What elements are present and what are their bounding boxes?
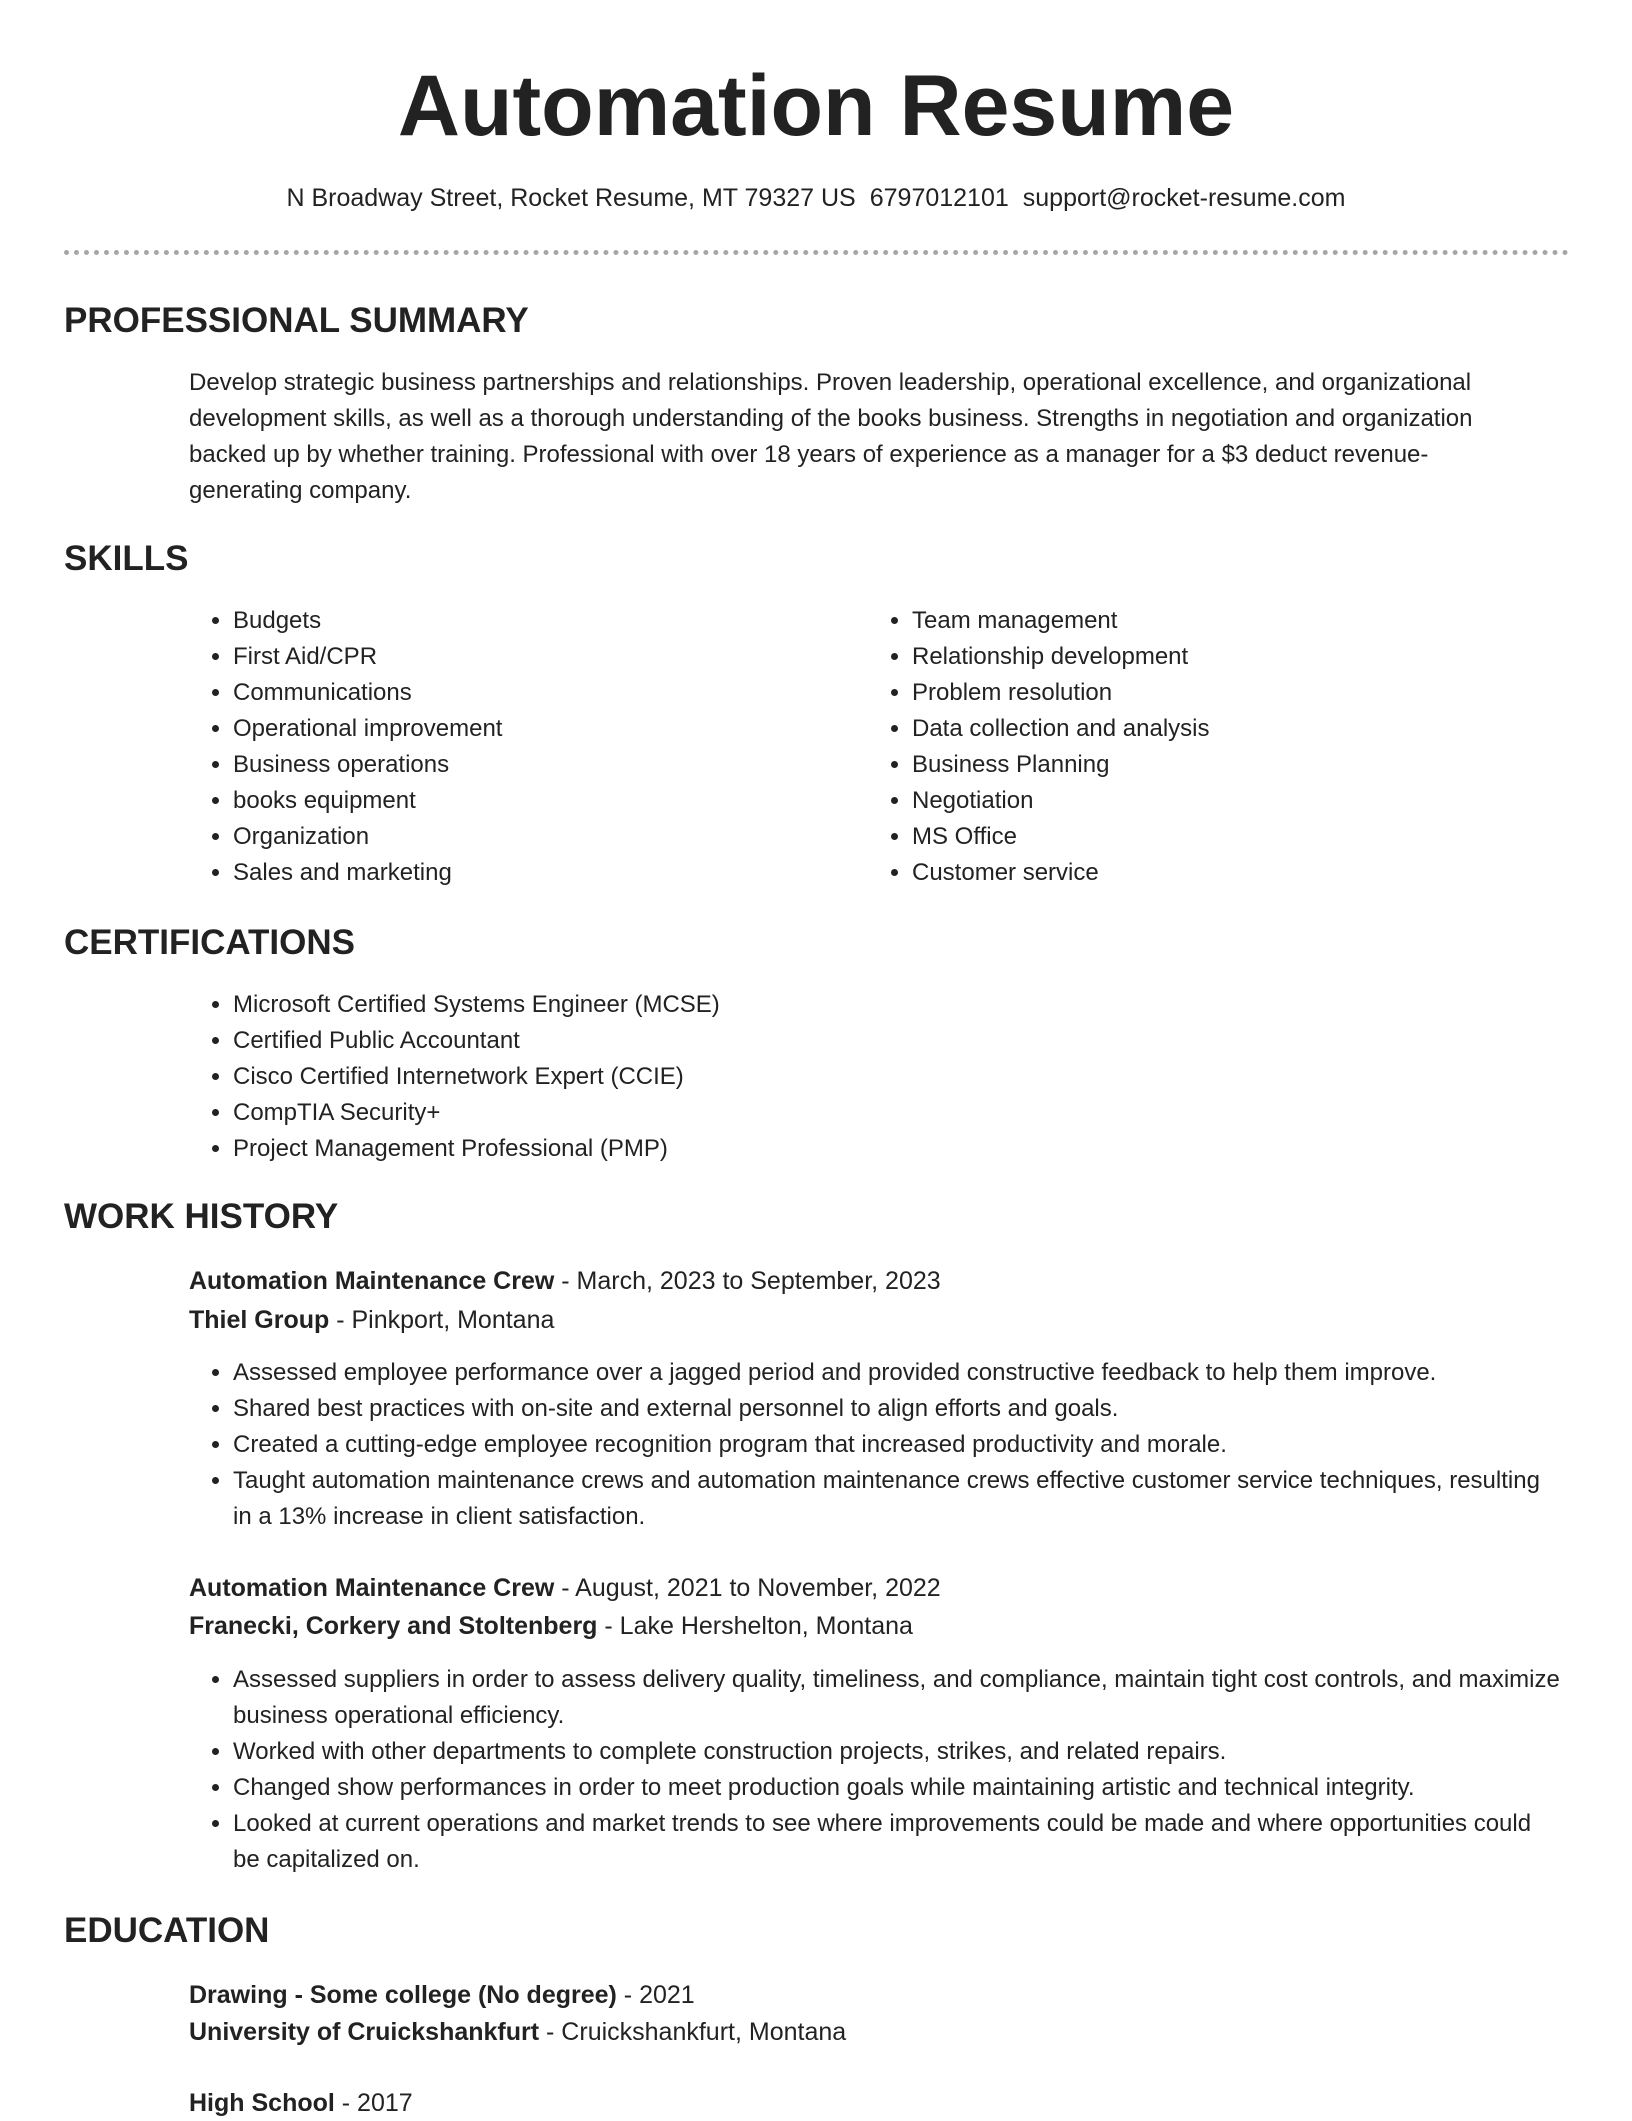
skill-item: • Budgets xyxy=(233,603,833,639)
education-year: - 2021 xyxy=(616,1981,695,2009)
job-bullet: • Worked with other departments to complete construction projects, strikes, and related repairs. xyxy=(233,1734,1563,1770)
job-role: Automation Maintenance Crew xyxy=(189,1574,555,1602)
resume-name: Automation Resume xyxy=(397,58,1235,154)
job-2-bullets xyxy=(189,1662,1563,1878)
job-1-bullets xyxy=(189,1355,1563,1535)
skill-item: • Customer service xyxy=(912,855,1562,891)
skills-list-left xyxy=(189,603,833,891)
work-history-heading: WORK HISTORY xyxy=(64,1197,339,1236)
education-year: - 2017 xyxy=(334,2089,413,2117)
skill-item: • Relationship development xyxy=(912,639,1562,675)
job-bullet: • Assessed employee performance over a jagged period and provided constructive feedback to help them improve. xyxy=(233,1355,1563,1391)
job-company: Franecki, Corkery and Stoltenberg xyxy=(189,1612,598,1640)
education-heading: EDUCATION xyxy=(64,1911,270,1950)
job-dates: - March, 2023 to September, 2023 xyxy=(554,1267,941,1295)
job-bullet: • Assessed suppliers in order to assess delivery quality, timeliness, and compliance, maintain tight cost controls, and maximize business operational efficiency. xyxy=(233,1662,1563,1734)
skills-heading: SKILLS xyxy=(64,539,189,578)
skills-list-right xyxy=(868,603,1562,891)
certifications-list xyxy=(189,987,1533,1167)
education-degree: Drawing - Some college (No degree) xyxy=(189,1981,617,2009)
education-1-degree-line xyxy=(189,1977,695,2013)
skill-item: • Operational improvement xyxy=(233,711,833,747)
education-degree: High School xyxy=(189,2089,335,2117)
skill-item: • Organization xyxy=(233,819,833,855)
contact-line xyxy=(0,182,1632,214)
skill-item: • First Aid/CPR xyxy=(233,639,833,675)
skill-item: • MS Office xyxy=(912,819,1562,855)
job-1-company-line xyxy=(189,1302,554,1338)
job-bullet: • Looked at current operations and market trends to see where improvements could be made and where opportunities could be capitalized on. xyxy=(233,1806,1563,1878)
job-bullet: • Changed show performances in order to meet production goals while maintaining artistic and technical integrity. xyxy=(233,1770,1563,1806)
summary-text: Develop strategic business partnerships and relationships. Proven leadership, operational excellence, and organizational development skills, as well as a thorough understanding of the books business. Strengths in negotiation and organization backed up by whether training. Professional with over 18 years of experience as a manager for a $3 deduct revenue-generating company. xyxy=(189,369,1473,504)
job-dates: - August, 2021 to November, 2022 xyxy=(554,1574,941,1602)
certification-item: • CompTIA Security+ xyxy=(233,1095,1533,1131)
skill-item: • Team management xyxy=(912,603,1562,639)
certification-item: • Microsoft Certified Systems Engineer (MCSE) xyxy=(233,987,1533,1023)
certification-item: • Project Management Professional (PMP) xyxy=(233,1131,1533,1167)
skill-item: • Communications xyxy=(233,675,833,711)
contact-phone: 6797012101 xyxy=(869,184,1009,212)
education-location: - Cruickshankfurt, Montana xyxy=(539,2018,847,2046)
education-school: University of Cruickshankfurt xyxy=(189,2018,540,2046)
certification-item: • Cisco Certified Internetwork Expert (CCIE) xyxy=(233,1059,1533,1095)
job-role: Automation Maintenance Crew xyxy=(189,1267,555,1295)
header-divider xyxy=(64,250,1569,255)
skill-item: • Data collection and analysis xyxy=(912,711,1562,747)
certification-item: • Certified Public Accountant xyxy=(233,1023,1533,1059)
summary-heading: PROFESSIONAL SUMMARY xyxy=(64,301,529,340)
job-2-title-line xyxy=(189,1570,941,1606)
contact-address: N Broadway Street, Rocket Resume, MT 79327 US xyxy=(286,184,856,212)
job-2-company-line xyxy=(189,1608,913,1644)
job-1-title-line xyxy=(189,1263,941,1299)
skill-item: • Sales and marketing xyxy=(233,855,833,891)
education-1-school-line xyxy=(189,2014,846,2050)
contact-email: support@rocket-resume.com xyxy=(1022,184,1346,212)
job-location: - Pinkport, Montana xyxy=(329,1306,555,1334)
skill-item: • Business Planning xyxy=(912,747,1562,783)
job-bullet: • Shared best practices with on-site and external personnel to align efforts and goals. xyxy=(233,1391,1563,1427)
skill-item: • Negotiation xyxy=(912,783,1562,819)
skill-item: • Problem resolution xyxy=(912,675,1562,711)
job-bullet: • Created a cutting-edge employee recognition program that increased productivity and morale. xyxy=(233,1427,1563,1463)
skill-item: • Business operations xyxy=(233,747,833,783)
certifications-heading: CERTIFICATIONS xyxy=(64,923,356,962)
job-company: Thiel Group xyxy=(189,1306,330,1334)
job-bullet: • Taught automation maintenance crews and automation maintenance crews effective customer service techniques, resulting in a 13% increase in client satisfaction. xyxy=(233,1463,1563,1535)
skill-item: • books equipment xyxy=(233,783,833,819)
education-2-degree-line xyxy=(189,2085,413,2121)
job-location: - Lake Hershelton, Montana xyxy=(597,1612,913,1640)
